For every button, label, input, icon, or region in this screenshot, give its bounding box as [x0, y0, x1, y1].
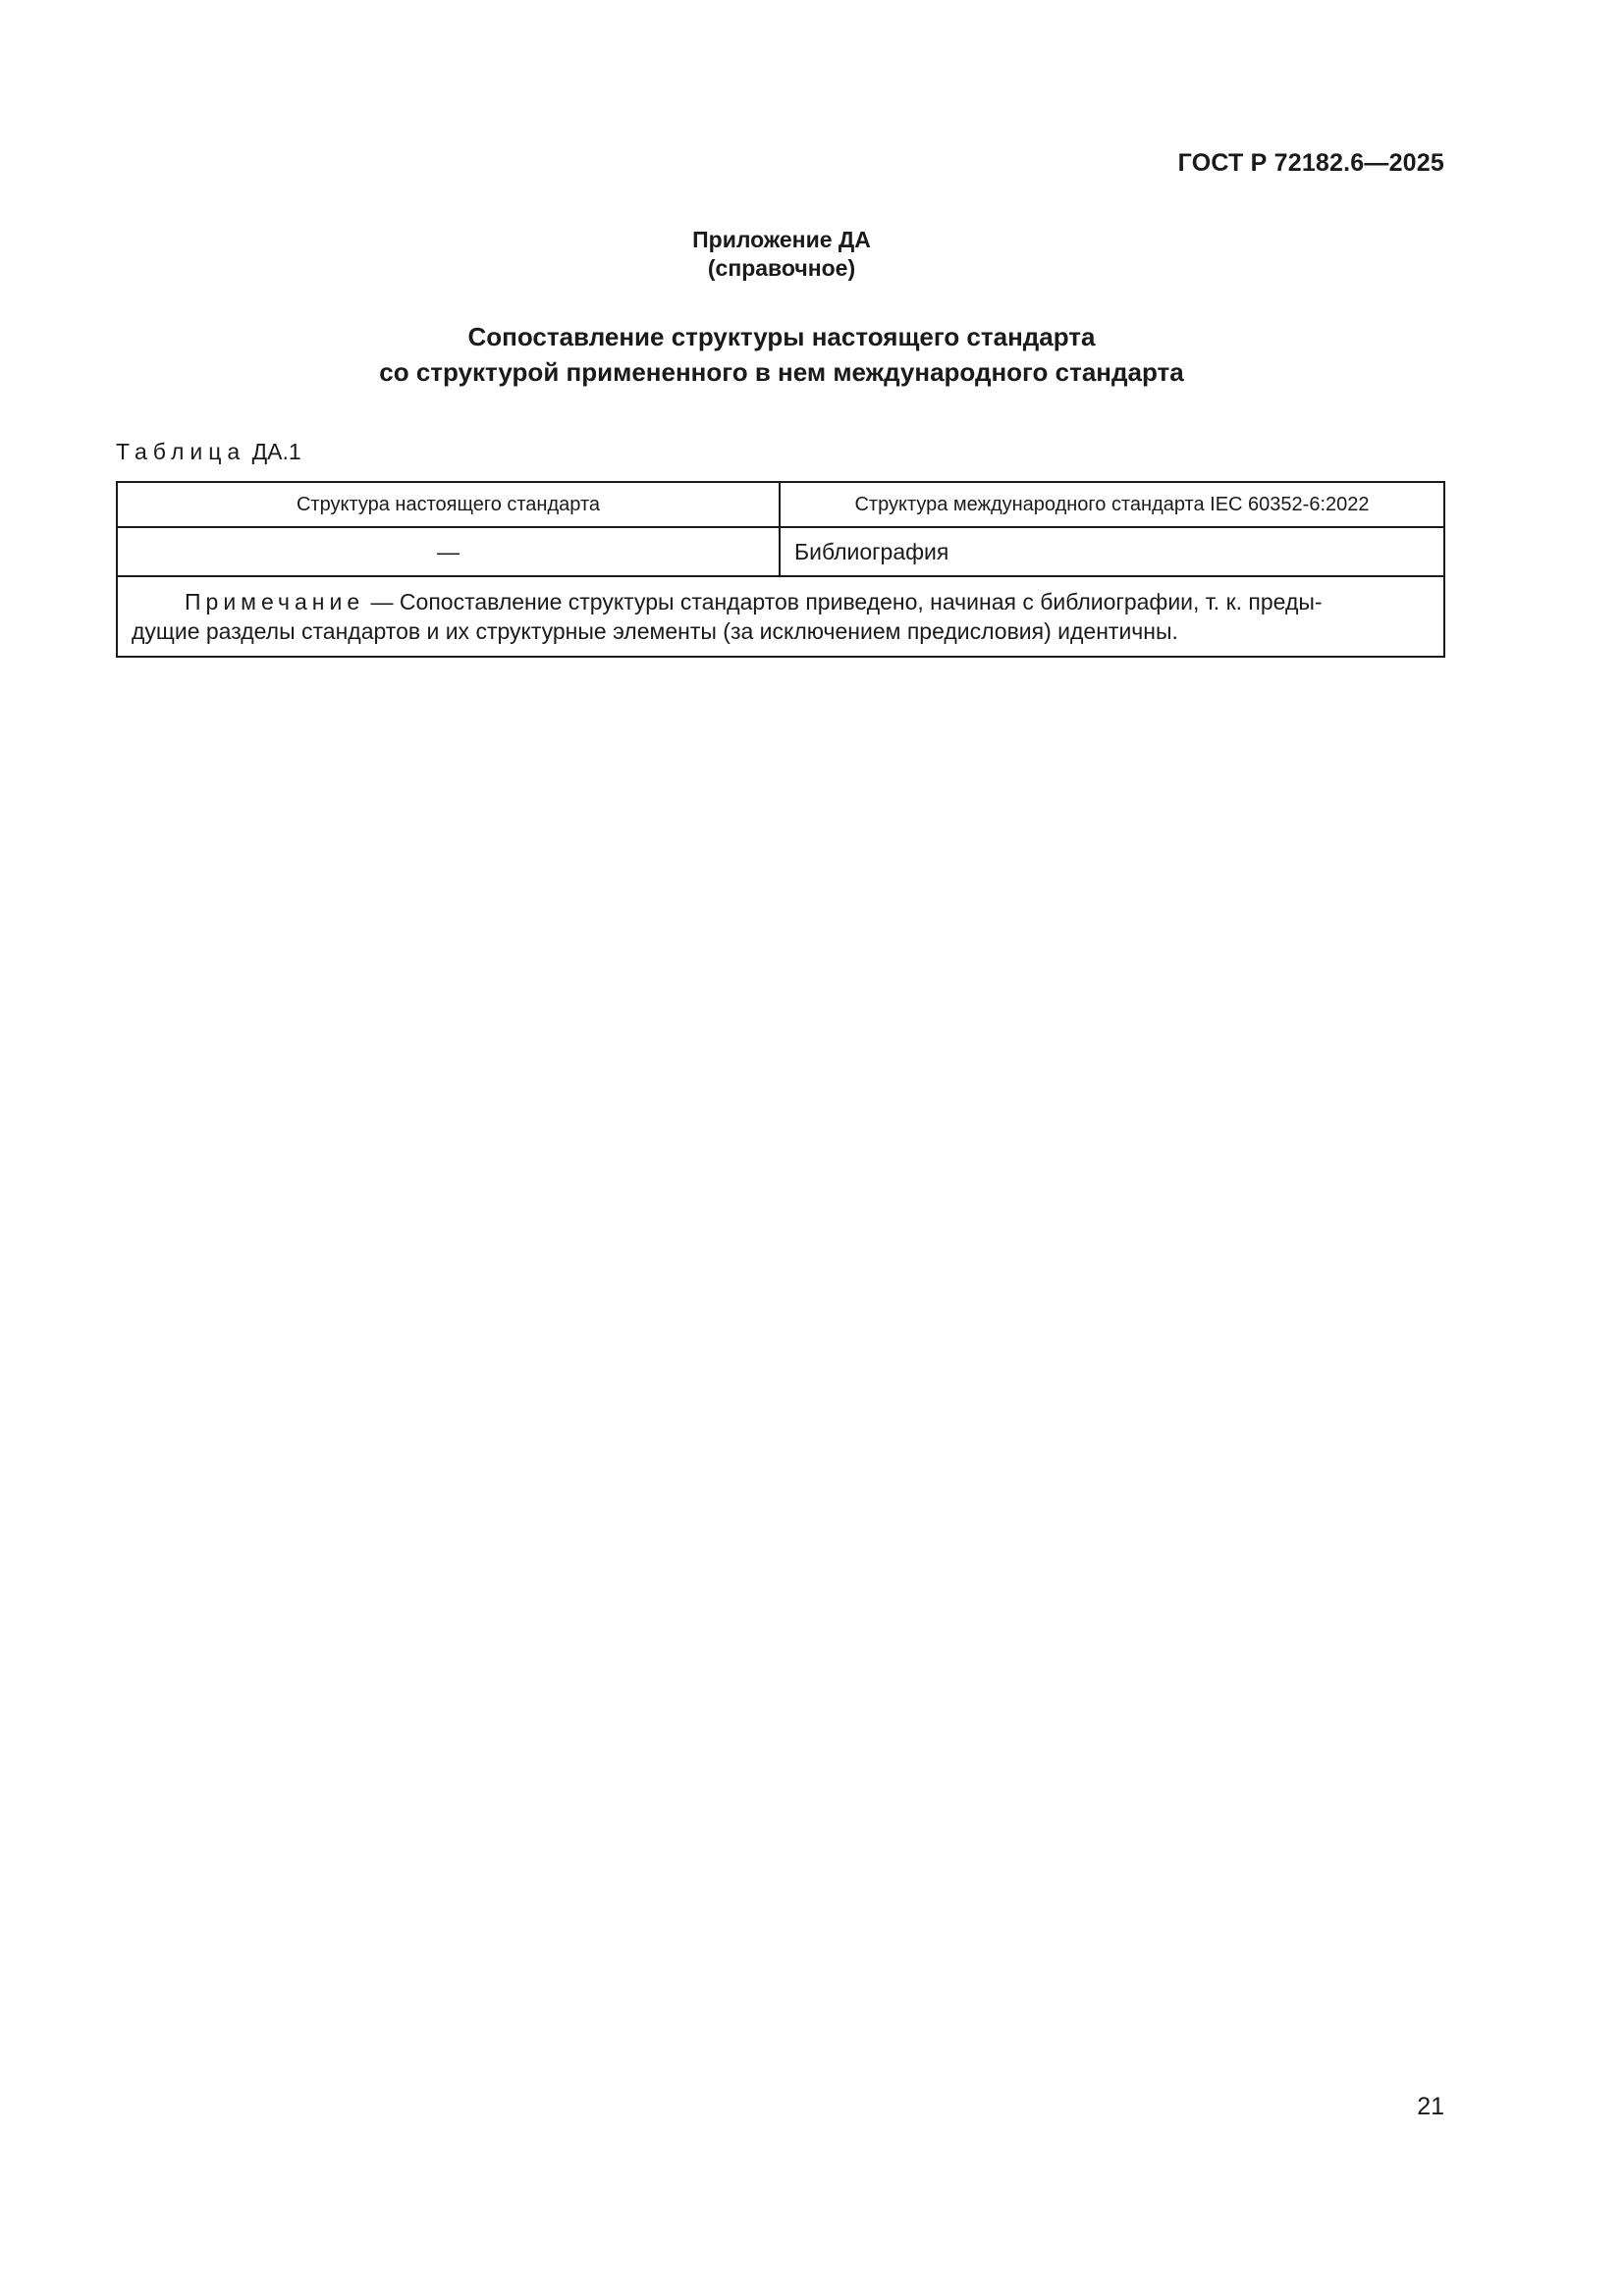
table-cell-international: Библиография: [780, 527, 1444, 576]
annex-title-line-2: со структурой примененного в нем международного стандарта: [379, 357, 1184, 387]
note-label: Примечание: [185, 589, 365, 614]
note-text-part-1: — Сопоставление структуры стандартов приведено, начиная с библиографии, т. к. преды-: [364, 589, 1323, 614]
table-caption-word: Таблица: [116, 439, 246, 464]
table-note-row: [117, 576, 1444, 657]
table-note: [117, 576, 1444, 657]
column-header-international: Структура международного стандарта IEC 60352-6:2022: [780, 482, 1444, 527]
document-code: ГОСТ Р 72182.6—2025: [1177, 149, 1444, 177]
table-row: [117, 527, 1444, 576]
table-cell-national: —: [117, 527, 780, 576]
table-caption-number: ДА.1: [251, 439, 301, 464]
page-number: 21: [1417, 2093, 1444, 2120]
table-caption: [116, 439, 301, 465]
annex-heading: [0, 226, 1563, 283]
annex-title-line-1: Сопоставление структуры настоящего стандарта: [467, 322, 1096, 351]
table-header-row: [117, 482, 1444, 527]
comparison-table: [116, 481, 1445, 658]
annex-status: (справочное): [707, 255, 856, 281]
annex-label: Приложение ДА: [692, 227, 871, 252]
column-header-national: Структура настоящего стандарта: [117, 482, 780, 527]
annex-title: [0, 319, 1563, 390]
note-line-2: дущие разделы стандартов и их структурные элементы (за исключением предисловия) идентичны.: [132, 618, 1178, 644]
note-line-1: [132, 587, 1430, 616]
